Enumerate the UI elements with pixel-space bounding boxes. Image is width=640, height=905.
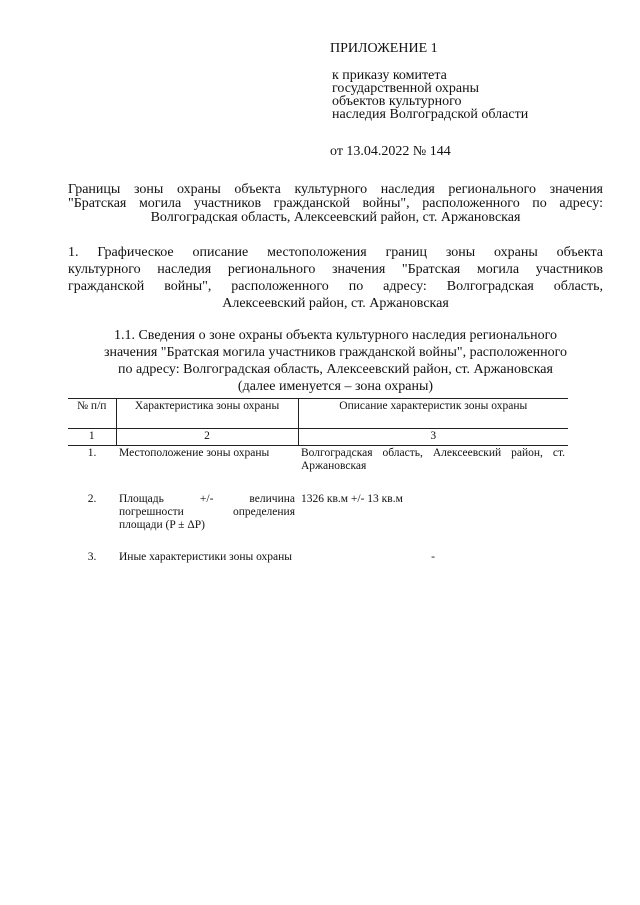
row-number: 1. [87,447,97,459]
column-number: 3 [298,429,568,446]
section-1-line: Алексеевский район, ст. Аржановская [222,296,449,311]
row-description: 1326 кв.м +/- 13 кв.м [301,493,403,505]
order-date: от 13.04.2022 № 144 [330,144,451,159]
section-1-1-line: 1.1. Сведения о зоне охраны объекта культурного наследия регионального [113,328,558,343]
title-line: Волгоградская область, Алексеевский район, ст. Аржановская [150,210,521,225]
section-1-1-line: по адресу: Волгоградская область, Алексеевский район, ст. Аржановская [118,362,553,377]
order-line: государственной охраны [332,81,480,96]
section-1-1-heading [68,327,603,395]
section-1-1-line: (далее именуется – зона охраны) [237,379,434,394]
order-reference [330,69,528,121]
row-characteristic: Площадь +/- величина погрешности определения площади (P ± ΔP) [119,493,295,531]
section-1-line: 1. Графическое описание местоположения границ зоны охраны объекта [68,245,603,260]
document-title [68,183,603,225]
order-line: наследия Волгоградской области [332,107,529,122]
title-line: Границы зоны охраны объекта культурного наследия регионального значения [68,182,603,197]
header-description: Описание характеристик зоны охраны [298,399,568,429]
section-1-line: культурного наследия регионального значения "Братская могила участников [68,262,603,277]
row-number: 2. [87,493,97,505]
table-row [68,446,568,493]
zone-table [68,398,568,565]
column-number: 1 [68,429,116,446]
row-description: - [431,551,435,563]
row-characteristic: Местоположение зоны охраны [119,447,270,459]
table-header-row [68,399,568,429]
section-1-heading [68,244,603,312]
section-1-line: гражданской войны", расположенного по адресу: Волгоградская область, [68,279,603,294]
order-line: к приказу комитета [332,68,447,83]
title-line: "Братская могила участников гражданской войны", расположенного по адресу: [68,196,603,211]
column-number-row [68,429,568,446]
section-1-1-line: значения "Братская могила участников гражданской войны", расположенного [103,345,568,360]
column-number: 2 [116,429,298,446]
table-row [68,492,568,550]
row-description: Волгоградская область, Алексеевский район, ст. Аржановская [301,447,565,472]
appendix-header [330,42,528,158]
row-characteristic: Иные характеристики зоны охраны [119,551,293,563]
table-row [68,550,568,565]
header-number: № п/п [68,399,116,429]
header-characteristic: Характеристика зоны охраны [116,399,298,429]
row-number: 3. [87,551,97,563]
appendix-title: ПРИЛОЖЕНИЕ 1 [330,41,438,56]
order-line: объектов культурного [332,94,462,109]
